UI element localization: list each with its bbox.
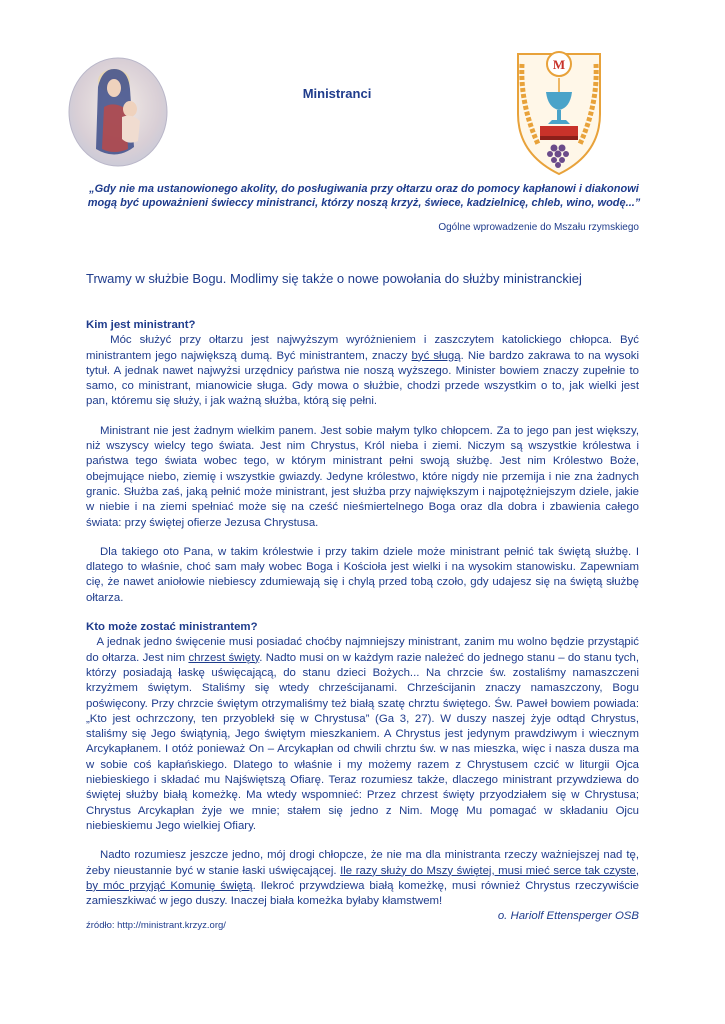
section-heading-who-can: Kto może zostać ministrantem? xyxy=(86,621,258,634)
signature: o. Hariolf Ettensperger OSB xyxy=(497,910,639,923)
text-span: Móc służyć przy ołtarzu jest najwyższym wyróżnieniem i zaszczytem katolickiego chłopca. Być ministrantem jego największą dumą. Być ministrantem, znaczy xyxy=(86,334,639,362)
page-title: Ministranci xyxy=(302,86,372,101)
underlined-text: być sługą xyxy=(411,349,461,362)
section-heading-who: Kim jest ministrant? xyxy=(86,319,196,331)
ministrant-logo xyxy=(508,44,610,176)
paragraph xyxy=(86,333,639,409)
svg-text:M: M xyxy=(552,57,566,72)
opening-quote: „Gdy nie ma ustanowionego akolity, do posługiwania przy ołtarzu oraz do pomocy kapłanowi i diakonowi mogą być upoważnieni świeccy ministranci, którzy noszą krzyż, świece, kadzielnicę, chleb, wino, wodę...” xyxy=(87,183,641,209)
subtitle: Trwamy w służbie Bogu. Modlimy się także o nowe powołania do służby ministranckiej xyxy=(86,271,582,286)
paragraph: Dla takiego oto Pana, w takim królestwie i przy takim dziele może ministrant pełnić tak świętą służbę. I dlatego to właśnie, choć sam mały wobec Boga i Kościoła jest wielki i na wysokim stanowisku. Zapewniam cię, że nawet aniołowie niebiescy zdumiewają się i chylą przed tobą czoło, gdy udajesz się na świętą służbę ołtarza. xyxy=(86,545,639,604)
text-span: . Nadto musi on w każdym razie należeć do jednego stanu – do stanu tych, którzy posiadają łaskę uświęcającą, do stanu dzieci Bożych... Na chrzcie św. zostaliśmy namaszczeni krzyżmem świętym. Staliśmy się wtedy chrześcijanami. Chrześcijanin znaczy namaszczony, Bogu poświęcony. Przy chrzcie świętym otrzymaliśmy też białą szatę chrztu świętego. Św. Paweł bowiem powiada: „Kto jest ochrzczony, ten przyoblekł się w Chrystusa” (Ga 3, 27). W duszy naszej żyje odtąd Chrystus, staliśmy się Jego świątynią, Jego świętym mieszkaniem. A Chrystus jest jedynym prawdziwym i wiecznym Arcykapłanem. I otóż ponieważ On – Arcykapłan od chwili chrztu św. w nas mieszka, więc i nasza dusza ma w sobie coś kapłańskiego. Dlatego to właśnie i my możemy razem z Chrystusem czcić w liturgii Ojca niebieskiego i składać mu Najświętszą Ofiarę. Teraz rozumiesz także, dlaczego ministrant przywdziewa do świętej służby białą komeżkę. Ma wtedy wspomnieć: Przez chrzest święty przyodziałem się w Chrystusa; Chrystus Arcykapłan żyje we mnie; stałem się jedno z Nim. Mogę Mu pomagać w składaniu Ojcu niebieskiemu Jego wielkiej Ofiary. xyxy=(86,651,639,832)
text-span: . Ilekroć przywdziewa białą komeżkę, musi również Chrystus rzeczywiście zamieszkiwać w jego duszy. Inaczej biała komeżka byłaby kłamstwem! xyxy=(86,879,639,908)
quote-source: Ogólne wprowadzenie do Mszału rzymskiego xyxy=(438,222,639,233)
paragraph xyxy=(86,635,639,834)
paragraph: Ministrant nie jest żadnym wielkim panem. Jest sobie małym tylko chłopcem. Za to jego pan jest większy, niż wszyscy wielcy tego świata. Jest nim Chrystus, Król nieba i ziemi. Niczym są wszystkie królestwa i państwa tego świata wobec tego, w którym ministrant pełni swoją służbę. Jest nim Królestwo Boże, obejmujące niebo, ziemię i wszystkie gwiazdy. Jedyne królestwo, które nigdy nie przemija i nie zna żadnych granic. Służba zaś, jaką pełnić może ministrant, jest służba przy największym i najpotężniejszym dziele, jakie w niebie i na ziemi spełniać może się na cześć nieśmiertelnego Boga oraz dla dobra i zbawienia całego świata: przy świętej ofierze Jezusa Chrystusa. xyxy=(86,424,639,529)
underlined-text: chrzest święty xyxy=(188,651,260,664)
text-span: A jednak jedno święcenie musi posiadać choćby najmniejszy ministrant, zanim mu wolno będzie przystąpić do ołtarza. Jest nim xyxy=(86,636,639,664)
paragraph xyxy=(86,848,639,909)
article-body xyxy=(86,318,639,925)
source-link[interactable]: źródło: http://ministrant.krzyz.org/ xyxy=(86,920,226,931)
text-span: Nadto rozumiesz jeszcze jedno, mój drogi chłopcze, że nie ma dla ministranta rzeczy ważniejszej nad tę, żeby nieustannie być w stanie łaski uświęcającej. xyxy=(86,849,639,877)
underlined-text: Ile razy służy do Mszy świętej, musi mieć serce tak czyste, by móc przyjąć Komunię świętą xyxy=(86,864,640,892)
madonna-image xyxy=(68,57,168,167)
text-span: . Nie bardzo zakrawa to na wysoki tytuł. A jednak nawet najwyżsi urzędnicy państwa nie noszą wyższego. Minister bowiem znaczy zupełnie to samo, co ministrant, mianowicie sługa. Gdy mowa o służbie, chodzi przede wszystkim o to, jak wielki jest pan, któremu się służy, i jak ważną służba, którą się pełni. xyxy=(86,349,640,408)
